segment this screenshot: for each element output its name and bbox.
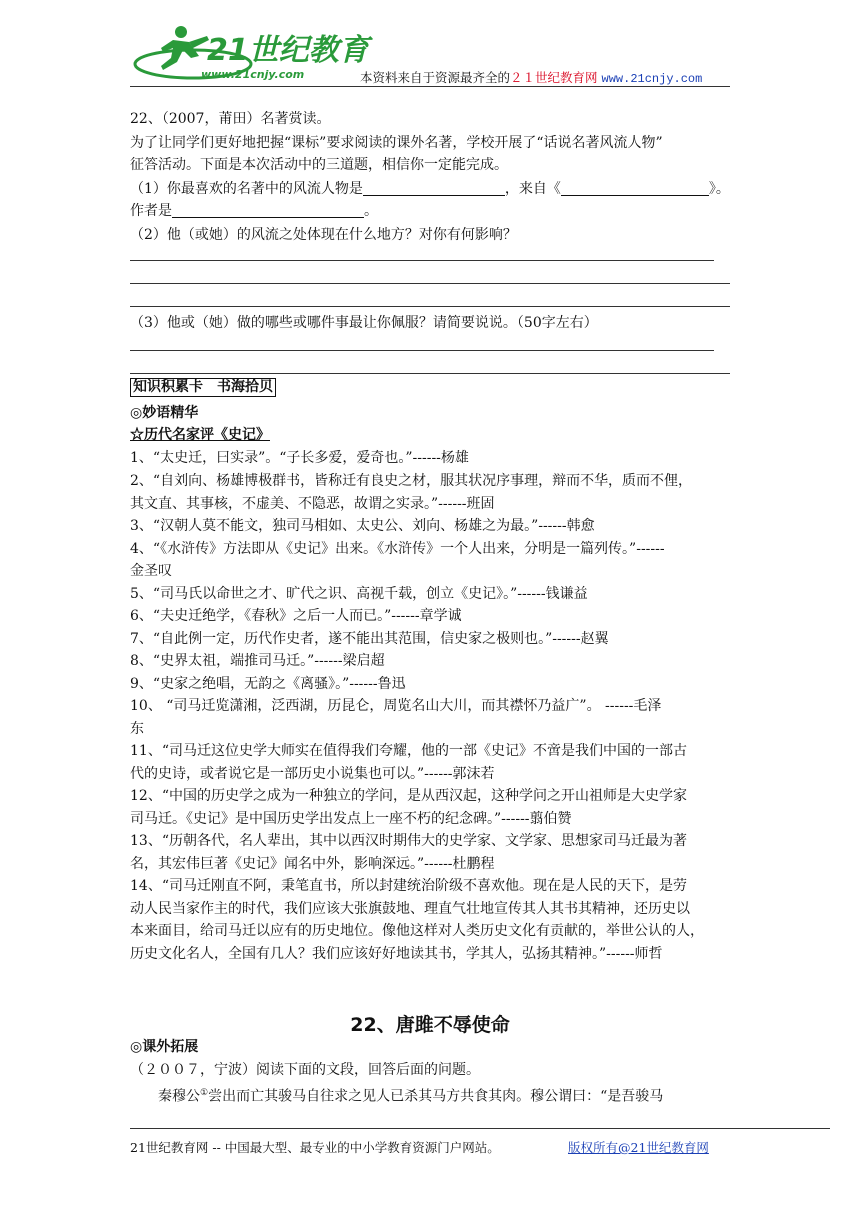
subquestion-1-text: 。 <box>364 203 378 219</box>
header-divider <box>130 86 730 87</box>
quote-line: 本来面目，给司马迁以应有的历史地位。像他这样对人类历史文化有贡献的，举世公认的人， <box>130 923 704 939</box>
quote-line: 代的史诗，或者说它是一部历史小说集也可以。”------郭沫若 <box>130 766 495 782</box>
header-note-prefix: 本资料来自于资源最齐全的 <box>360 70 511 85</box>
quote-line: 3、“汉朝人莫不能文，独司马相如、太史公、刘向、杨雄之为最。”------韩愈 <box>130 518 595 534</box>
quote-line: 10、 “司马迁览潇湘，泛西湖，历昆仑，周览名山大川，而其襟怀乃益广”。 ------毛泽 <box>130 698 662 714</box>
subsection-heading: ☆历代名家评《史记》 <box>130 427 270 443</box>
answer-line[interactable] <box>130 306 730 307</box>
quote-line: 8、“史界太祖，端推司马迁。”------梁启超 <box>130 653 385 669</box>
section-heading: ◎课外拓展 <box>130 1039 199 1055</box>
quote-line: 13、“历朝各代，名人辈出，其中以西汉时期伟大的史学家、文学家、思想家司马迁最为著 <box>130 833 687 849</box>
question-intro-line: 征答活动。下面是本次活动中的三道题，相信你一定能完成。 <box>130 157 508 173</box>
footer-text: 21世纪教育网 -- 中国最大型、最专业的中小学教育资源门户网站。 <box>130 1140 500 1155</box>
answer-blank-character[interactable] <box>363 181 505 196</box>
quote-line: 其文直、其事核，不虚美、不隐恶，故谓之实录。”------班固 <box>130 496 495 512</box>
knowledge-card-title: 知识积累卡 书海拾贝 <box>130 378 276 397</box>
subquestion-1-text: 》。 <box>708 181 730 197</box>
quote-line: 5、“司马氏以命世之才、旷代之识、高视千载，创立《史记》。”------钱谦益 <box>130 586 588 602</box>
subquestion-1 <box>130 180 730 198</box>
section-heading: ◎妙语精华 <box>130 405 199 421</box>
footer-divider <box>130 1128 830 1129</box>
subquestion-1-text: （1）你最喜欢的名著中的风流人物是 <box>130 181 363 197</box>
answer-line[interactable] <box>130 260 714 261</box>
quote-line: 14、“司马迁刚直不阿，秉笔直书，所以封建统治阶级不喜欢他。现在是人民的天下，是劳 <box>130 878 687 894</box>
reading-intro: （２００７，宁波）阅读下面的文段，回答后面的问题。 <box>130 1062 480 1078</box>
quote-line: 金圣叹 <box>130 563 172 579</box>
quote-line: 2、“自刘向、杨雄博极群书，皆称迁有良史之材，服其状况序事理，辩而不华，质而不俚， <box>130 473 693 489</box>
header-note <box>360 68 702 86</box>
subquestion-1-author <box>130 202 378 220</box>
quote-line: 4、“《水浒传》方法即从《史记》出来。《水浒传》一个人出来，分明是一篇列传。”------ <box>130 541 665 557</box>
passage-text: 秦穆公 <box>158 1088 200 1105</box>
site-logo <box>133 22 369 84</box>
footer-copyright-link[interactable]: 版权所有@21世纪教育网 <box>568 1140 709 1155</box>
chapter-title: 22、唐雎不辱使命 <box>350 1014 510 1036</box>
answer-blank-book[interactable] <box>561 181 709 196</box>
answer-blank-author[interactable] <box>172 203 364 218</box>
header-url-link[interactable]: www.21cnjy.com <box>601 72 703 86</box>
logo-url-text: www.21cnjy.com <box>201 68 305 81</box>
passage-text: 尝出而亡其骏马自往求之见人已杀其马方共食其肉。穆公谓曰：“是吾骏马 <box>208 1088 664 1105</box>
quote-line: 历史文化名人，全国有几人？我们应该好好地读其书，学其人，弘扬其精神。”------师哲 <box>130 946 663 962</box>
subquestion-1-text: ，来自《 <box>504 181 561 197</box>
answer-line[interactable] <box>130 350 714 351</box>
quote-line: 12、“中国的历史学之成为一种独立的学问，是从西汉起，这种学问之开山祖师是大史学家 <box>130 788 687 804</box>
question-heading: 22、（2007，莆田）名著赏读。 <box>130 111 331 127</box>
subquestion-2: （2）他（或她）的风流之处体现在什么地方？对你有何影响？ <box>130 227 517 243</box>
quote-line: 1、“太史迁，曰实录”。“子长多爱，爱奇也。”------杨雄 <box>130 450 469 466</box>
subquestion-1-text: 作者是 <box>130 203 172 219</box>
quote-line: 7、“自此例一定，历代作史者，遂不能出其范围，信史家之极则也。”------赵翼 <box>130 631 609 647</box>
reading-passage <box>158 1084 663 1106</box>
header-brand-link[interactable]: ２１世纪教育网 <box>510 70 598 85</box>
subquestion-3: （3）他或（她）做的哪些或哪件事最让你佩服？请简要说说。（50字左右） <box>130 315 598 331</box>
quote-line: 东 <box>130 721 144 737</box>
quote-line: 6、“夫史迁绝学，《春秋》之后一人而已。”------章学诚 <box>130 608 462 624</box>
question-intro-line: 为了让同学们更好地把握“课标”要求阅读的课外名著，学校开展了“话说名著风流人物” <box>130 135 663 151</box>
quote-line: 9、“史家之绝唱，无韵之《离骚》。”------鲁迅 <box>130 676 406 692</box>
quote-line: 司马迁。《史记》是中国历史学出发点上一座不朽的纪念碑。”------翦伯赞 <box>130 811 572 827</box>
footnote-marker: ① <box>200 1088 209 1098</box>
answer-line[interactable] <box>130 283 730 284</box>
quote-line: 名，其宏伟巨著《史记》闻名中外，影响深远。”------杜鹏程 <box>130 856 495 872</box>
quote-line: 动人民当家作主的时代，我们应该大张旗鼓地、理直气壮地宣传其人其书其精神，还历史以 <box>130 901 690 917</box>
logo-text: 21世纪教育 <box>207 33 369 68</box>
quote-line: 11、“司马迁这位史学大师实在值得我们夸耀，他的一部《史记》不啻是我们中国的一部古 <box>130 743 687 759</box>
answer-line[interactable] <box>130 373 730 374</box>
